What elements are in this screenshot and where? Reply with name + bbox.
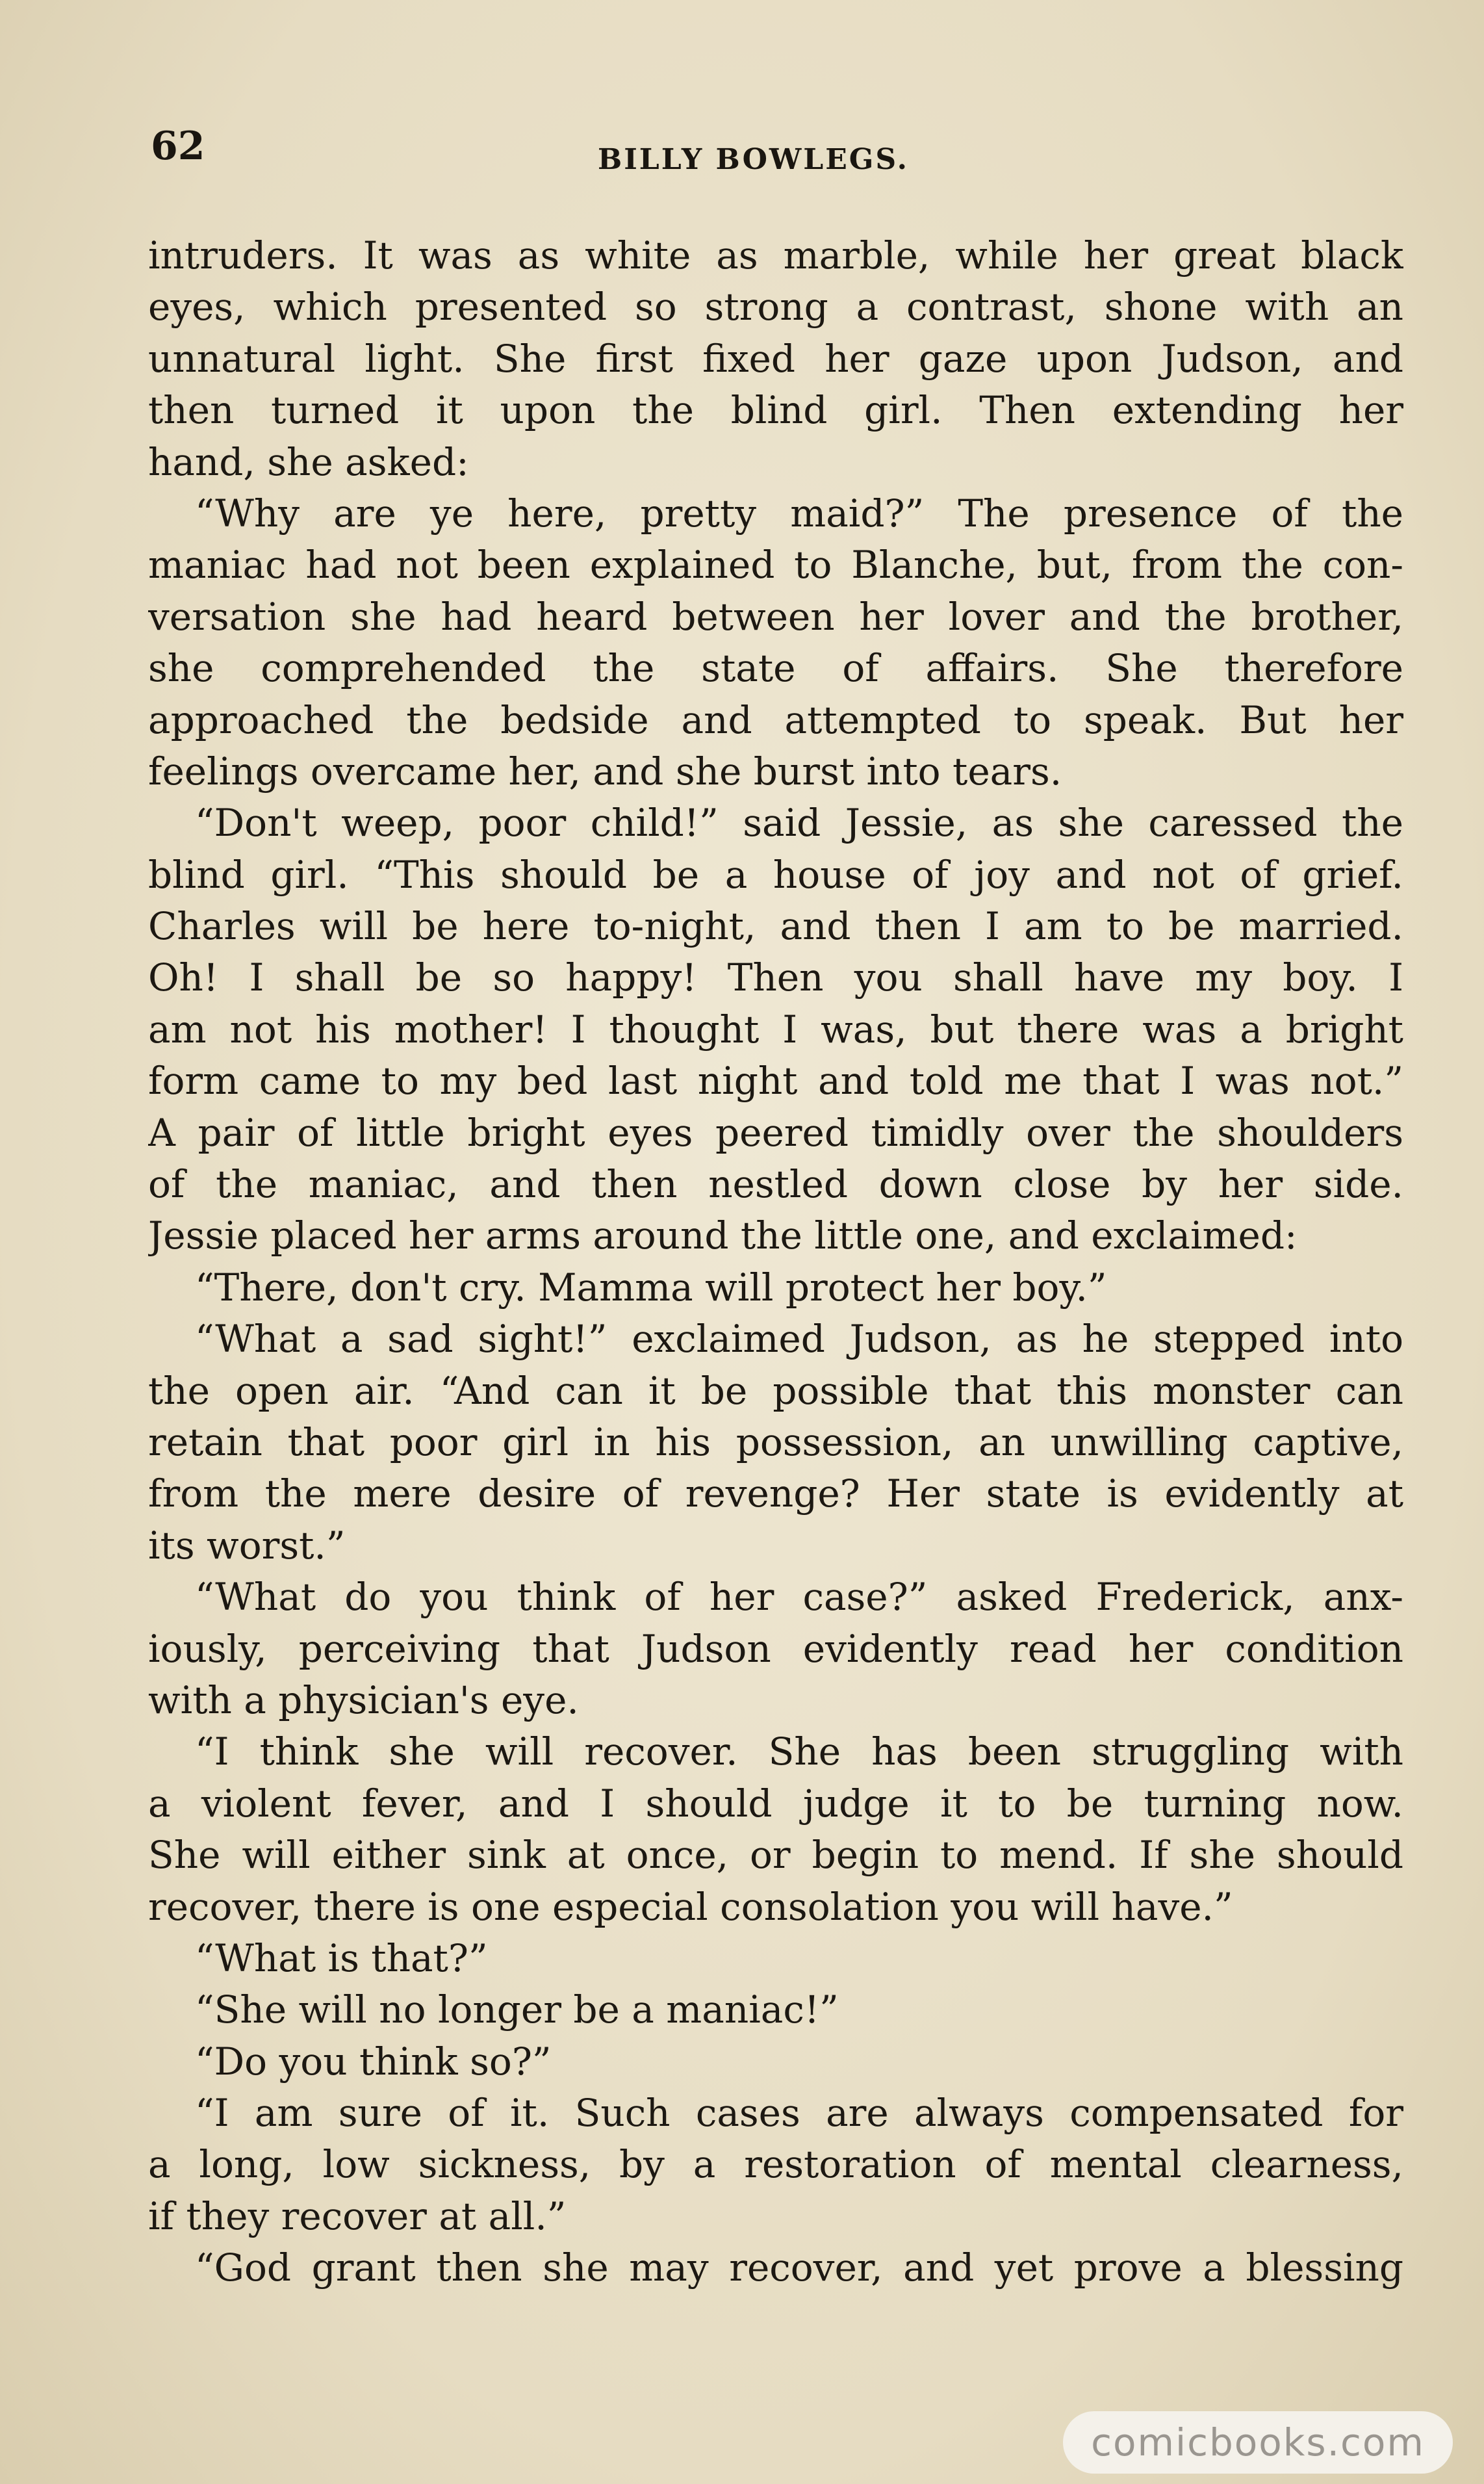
text-line: approached the bedside and attempted to speak. But her — [148, 697, 1403, 742]
text-line: “I am sure of it. Such cases are always compensated for — [195, 2091, 1403, 2136]
text-line: its worst.” — [148, 1523, 346, 1568]
watermark-badge — [1063, 2411, 1453, 2474]
watermark-text: comicbooks.com — [1091, 2420, 1425, 2465]
text-line: Oh! I shall be so happy! Then you shall have my boy. I — [148, 955, 1403, 1000]
text-line: feelings overcame her, and she burst into tears. — [148, 749, 1062, 794]
text-line: “What is that?” — [195, 1935, 488, 1980]
text-line: of the maniac, and then nestled down close by her side. — [148, 1162, 1403, 1207]
text-line: am not his mother! I thought I was, but there was a bright — [148, 1007, 1403, 1052]
text-line: iously, perceiving that Judson evidently read her condition — [148, 1626, 1403, 1671]
text-line: “Do you think so?” — [195, 2039, 552, 2084]
text-line: “I think she will recover. She has been struggling with — [195, 1729, 1403, 1774]
text-line: if they recover at all.” — [148, 2193, 567, 2238]
page-number: 62 — [151, 123, 205, 169]
text-line: retain that poor girl in his possession, an unwilling captive, — [148, 1419, 1403, 1464]
text-line: recover, there is one especial consolation you will have.” — [148, 1884, 1233, 1929]
text-line: “What do you think of her case?” asked Frederick, anx- — [195, 1575, 1403, 1620]
text-line: from the mere desire of revenge? Her state is evidently at — [148, 1471, 1403, 1516]
text-line: “God grant then she may recover, and yet prove a blessing — [195, 2245, 1403, 2290]
text-line: the open air. “And can it be possible that this monster can — [148, 1368, 1403, 1413]
text-line: versation she had heard between her lover and the brother, — [148, 594, 1403, 639]
text-line: Jessie placed her arms around the little one, and exclaimed: — [148, 1213, 1298, 1258]
text-line: eyes, which presented so strong a contrast, shone with an — [148, 285, 1403, 330]
body-text — [148, 230, 1403, 2294]
text-line: she comprehended the state of affairs. She therefore — [148, 646, 1403, 691]
text-line: A pair of little bright eyes peered timidly over the shoulders — [148, 1110, 1403, 1155]
text-line: Charles will be here to-night, and then I am to be married. — [148, 904, 1403, 949]
running-title: BILLY BOWLEGS. — [598, 143, 909, 176]
text-line: with a physician's eye. — [148, 1677, 579, 1722]
text-line: “What a sad sight!” exclaimed Judson, as he stepped into — [195, 1317, 1403, 1362]
text-line: a long, low sickness, by a restoration of mental clearness, — [148, 2142, 1403, 2187]
text-line: then turned it upon the blind girl. Then extending her — [148, 388, 1403, 433]
text-line: “Why are ye here, pretty maid?” The presence of the — [195, 491, 1403, 536]
text-line: intruders. It was as white as marble, while her great black — [148, 233, 1403, 278]
text-line: “She will no longer be a maniac!” — [195, 1987, 839, 2032]
text-line: blind girl. “This should be a house of joy and not of grief. — [148, 852, 1403, 897]
text-line: a violent fever, and I should judge it to be turning now. — [148, 1781, 1403, 1826]
text-line: She will either sink at once, or begin to mend. If she should — [148, 1833, 1403, 1878]
text-line: “Don't weep, poor child!” said Jessie, as she caressed the — [195, 801, 1403, 846]
text-line: “There, don't cry. Mamma will protect her boy.” — [195, 1265, 1107, 1310]
text-line: form came to my bed last night and told me that I was not.” — [148, 1059, 1403, 1104]
text-line: hand, she asked: — [148, 439, 469, 484]
page-header — [0, 123, 1484, 195]
text-line: maniac had not been explained to Blanche, but, from the con- — [148, 543, 1403, 588]
text-line: unnatural light. She first fixed her gaze upon Judson, and — [148, 336, 1403, 381]
